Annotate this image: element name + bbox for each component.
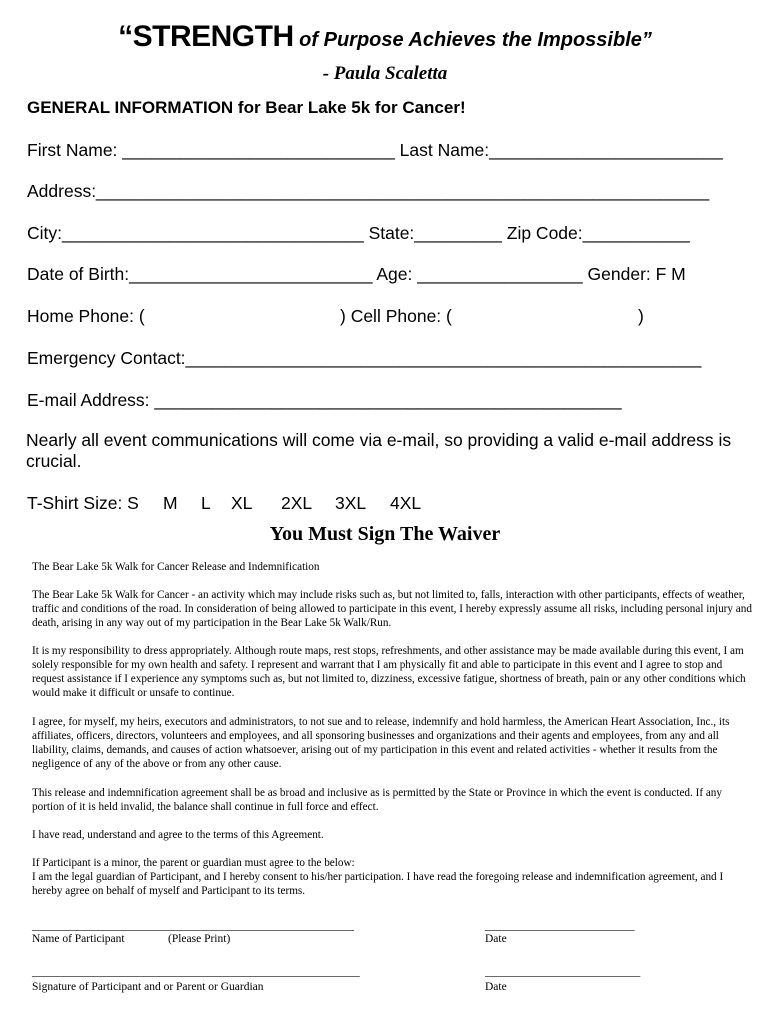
- quote-strong-word: STRENGTH: [132, 20, 294, 53]
- tshirt-option-2xl[interactable]: 2XL: [281, 493, 313, 513]
- date-label-1: Date: [485, 933, 507, 945]
- tshirt-option-l[interactable]: L: [201, 493, 211, 513]
- name-of-participant-label: Name of Participant: [32, 933, 125, 945]
- city-state-zip-line[interactable]: City:_______________________________ State:_________ Zip Code:___________: [27, 223, 690, 243]
- waiver-minor-note: If Participant is a minor, the parent or guardian must agree to the below:: [32, 857, 355, 869]
- emergency-contact-line[interactable]: Emergency Contact:_____________________________________________________: [27, 348, 702, 368]
- please-print-label: (Please Print): [168, 933, 231, 945]
- signature-label: Signature of Participant and or Parent or Guardian: [32, 981, 264, 993]
- waiver-title: You Must Sign The Waiver: [269, 523, 501, 545]
- date-line-1[interactable]: __________________________: [485, 920, 635, 932]
- form-heading: GENERAL INFORMATION for Bear Lake 5k for Cancer!: [27, 98, 466, 117]
- email-notice: Nearly all event communications will come via e-mail, so providing a valid e-mail address is crucial.: [26, 430, 732, 471]
- quote-open-mark: “: [118, 20, 133, 53]
- dob-age-gender-line[interactable]: Date of Birth:_________________________ Age: _________________ Gender: F M: [27, 264, 686, 284]
- home-phone-label[interactable]: Home Phone: (: [27, 306, 145, 326]
- quote-rest: of Purpose Achieves the Impossible”: [293, 29, 652, 51]
- email-field-line[interactable]: E-mail Address: ________________________________________________: [27, 390, 622, 410]
- waiver-subtitle: The Bear Lake 5k Walk for Cancer Release and Indemnification: [32, 561, 320, 573]
- address-field-line[interactable]: Address:_______________________________________________________________: [27, 181, 710, 201]
- name-field-line[interactable]: First Name: ____________________________ Last Name:________________________: [27, 140, 723, 160]
- waiver-guardian-consent: I am the legal guardian of Participant, and I hereby consent to his/her participation. I have read the foregoing release and indemnification agreement, and I hereby agree on behalf of myself and Participant to its terms.: [32, 871, 724, 897]
- participant-name-line[interactable]: ________________________________________________________: [32, 920, 354, 932]
- waiver-paragraph-release: I agree, for myself, my heirs, executors and administrators, to not sue and to release, indemnify and hold harmless, the American Heart Association, Inc., its affiliates, officers, directors, volunteers and employees, and all sponsoring businesses and organizations and their agents and employees, from any and all liability, claims, demands, and causes of action whatsoever, arising out of my participation in this event and related activities - whether it results from the negligence of any of the above or from any other cause.: [32, 716, 730, 770]
- cell-phone-close: ): [638, 306, 644, 326]
- waiver-paragraph-risks: The Bear Lake 5k Walk for Cancer - an activity which may include risks such as, but not limited to, falls, interaction with other participants, effects of weather, traffic and conditions of the road. In consideration of being allowed to participate in this event, I hereby expressly assume all risks, including personal injury and death, arising in any way out of my participation in the Bear Lake 5k Walk/Run.: [32, 589, 752, 629]
- date-line-2[interactable]: ___________________________: [485, 966, 641, 978]
- waiver-paragraph-health: It is my responsibility to dress appropriately. Although route maps, rest stops, refreshments, and other assistance may be made available during this event, I am solely responsible for my own health and safety. I represent and warrant that I am physically fit and able to participate in this event and I agree to stop and request assistance if I experience any symptoms such as, but not limited to, dizziness, excessive fatigue, shortness of breath, pain or any other conditions which would make it difficult or unsafe to continue.: [32, 645, 746, 699]
- header-quote: [0, 20, 770, 54]
- cell-phone-label[interactable]: ) Cell Phone: (: [340, 306, 452, 326]
- signature-line[interactable]: _________________________________________________________: [32, 966, 360, 978]
- tshirt-option-4xl[interactable]: 4XL: [390, 493, 422, 513]
- waiver-paragraph-scope: This release and indemnification agreement shall be as broad and inclusive as is permitted by the State or Province in which the event is conducted. If any portion of it is held invalid, the balance shall continue in full force and effect.: [32, 787, 722, 813]
- date-label-2: Date: [485, 981, 507, 993]
- tshirt-option-xl[interactable]: XL: [231, 493, 253, 513]
- waiver-paragraph-agree: I have read, understand and agree to the terms of this Agreement.: [32, 829, 324, 841]
- quote-author: - Paula Scaletta: [322, 63, 448, 84]
- tshirt-option-3xl[interactable]: 3XL: [335, 493, 367, 513]
- tshirt-option-m[interactable]: M: [163, 493, 178, 513]
- tshirt-size-label[interactable]: T-Shirt Size: S: [27, 493, 139, 513]
